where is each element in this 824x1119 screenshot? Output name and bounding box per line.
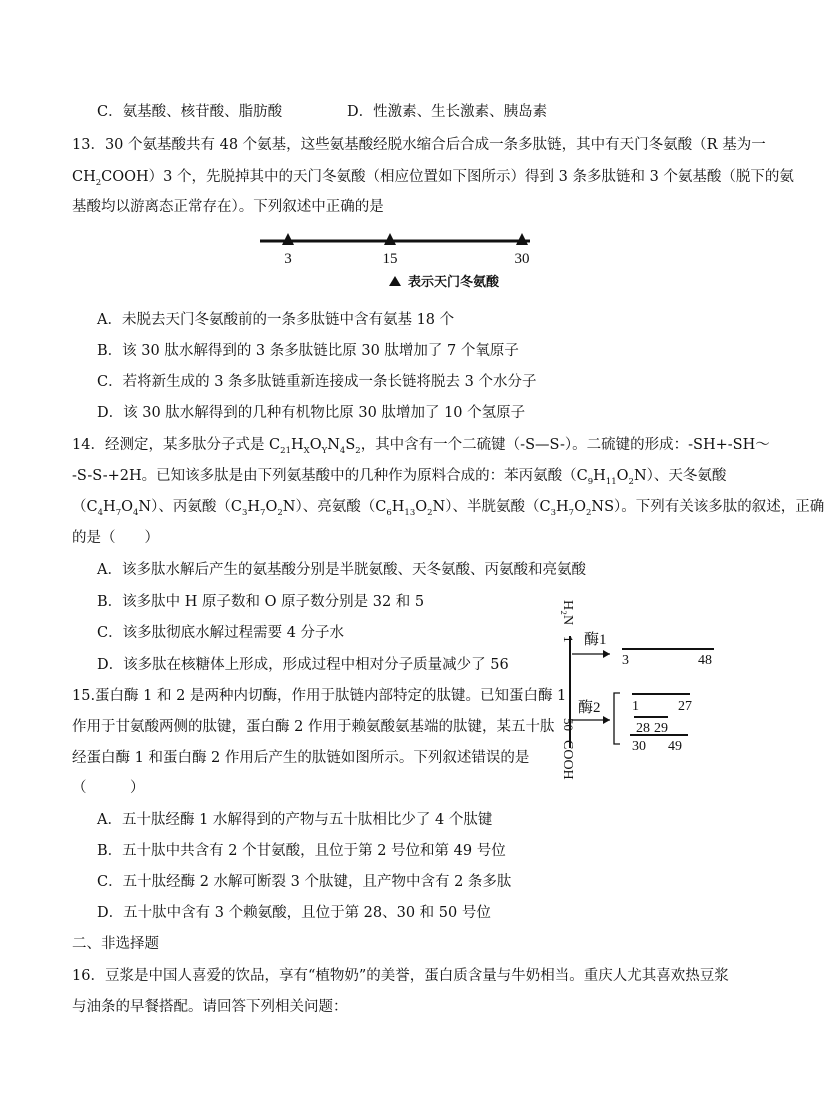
q15-stem-line4: （ ） (72, 780, 145, 796)
segment2-end: 29 (654, 721, 668, 736)
q15-option-c: C．五十肽经酶 2 水解可断裂 3 个肽键，且产物中含有 2 条多肽 (97, 874, 512, 890)
q12-option-c: C．氨基酸、核苷酸、脂肪酸 (97, 104, 283, 120)
legend-triangle-icon (389, 276, 401, 286)
segment3-start: 30 (632, 739, 646, 754)
q14-stem-line2: -S-S-+2H。已知该多肽是由下列氨基酸中的几种作为原料合成的：苯丙氨酸$(C_9H_{11}O_2N)$、天冬氨酸 (72, 468, 727, 487)
segment3-end: 49 (668, 739, 682, 754)
q15-option-a: A．五十肽经酶 1 水解得到的产物与五十肽相比少了 4 个肽键 (97, 812, 493, 828)
q14-stem-line4: 的是（ ） (72, 530, 159, 546)
position-label-15: 15 (382, 251, 398, 267)
enzyme2-arrow-head-icon (603, 716, 610, 724)
q13-option-c: C．若将新生成的 3 条多肽链重新连接成一条长链将脱去 3 个水分子 (97, 374, 537, 390)
enzyme1-label: 酶1 (584, 632, 607, 648)
q16-stem-line2: 与油条的早餐搭配。请回答下列相关问题： (72, 999, 348, 1015)
q14-option-c: C．该多肽彻底水解过程需要 4 分子水 (97, 625, 345, 641)
chain-start-label: 1 (561, 636, 576, 643)
q14-option-d: D．该多肽在核糖体上形成，形成过程中相对分子质量减少了 56 (97, 657, 509, 673)
segment1-end: 27 (678, 699, 692, 714)
figure-legend: 表示天门冬氨酸 (408, 274, 500, 289)
chain-end-label: 50 (561, 718, 576, 731)
q13-stem-line3: 基酸均以游离态正常存在）。下列叙述中正确的是 (72, 199, 384, 215)
position-label-30: 30 (514, 251, 530, 267)
q14-stem-line3: $(C_4H_7O_4N)$、丙氨酸$(C_3H_7O_2N)$、亮氨酸$(C_6H_{13}O_2N)$、半胱氨酸$(C_3H_7O_2NS)$。下列有关该多肽的叙述，正确 (72, 499, 824, 518)
asp-marker-3 (282, 233, 294, 245)
asp-marker-15 (384, 233, 396, 245)
enzyme1-product-end: 48 (698, 653, 712, 668)
q12-option-d: D．性激素、生长激素、胰岛素 (347, 104, 548, 120)
q15-option-d: D．五十肽中含有 3 个赖氨酸，且位于第 28、30 和 50 号位 (97, 905, 491, 921)
q15-stem-line2: 作用于甘氨酸两侧的肽键，蛋白酶 2 作用于赖氨酸氨基端的肽键，某五十肽 (72, 719, 555, 735)
c-terminus-label: COOH (560, 740, 575, 780)
enzyme1-arrow-head-icon (603, 650, 610, 658)
q16-stem-line1: 16．豆浆是中国人喜爱的饮品，享有“植物奶”的美誉，蛋白质含量与牛奶相当。重庆人尤其喜欢热豆浆 (72, 968, 729, 984)
q13-option-a: A．未脱去天门冬氨酸前的一条多肽链中含有氨基 18 个 (97, 312, 455, 328)
q13-option-b: B．该 30 肽水解得到的 3 条多肽链比原 30 肽增加了 7 个氧原子 (97, 343, 519, 359)
q13-stem-line2: $CH_2COOH)3$ 个，先脱掉其中的天门冬氨酸（相应位置如下图所示）得到 3 条多肽链和 3 个氨基酸（脱下的氨 (72, 169, 794, 188)
n-terminus-label: H₂N (560, 600, 575, 626)
section-heading: 二、非选择题 (72, 936, 159, 952)
enzyme2-label: 酶2 (578, 700, 601, 716)
q13-stem-line1: 13．30 个氨基酸共有 48 个氨基，这些氨基酸经脱水缩合后合成一条多肽链，其中有天门冬氨酸（R 基为一 (72, 137, 766, 153)
q15-stem-line1: 15.蛋白酶 1 和 2 是两种内切酶，作用于肽链内部特定的肽键。已知蛋白酶 1 (72, 688, 567, 704)
q14-stem-line1: 14．经测定，某多肽分子式是 $C_{21}H_XO_YN_4S_2$，其中含有一个二硫键（-S—S-）。二硫键的形成：-SH+-SH～ (72, 437, 770, 456)
q14-option-a: A．该多肽水解后产生的氨基酸分别是半胱氨酸、天冬氨酸、丙氨酸和亮氨酸 (97, 562, 586, 578)
enzyme1-product-start: 3 (622, 653, 629, 668)
q13-option-d: D．该 30 肽水解得到的几种有机物比原 30 肽增加了 10 个氢原子 (97, 405, 526, 421)
segment2-start: 28 (636, 721, 650, 736)
q14-option-b: B．该多肽中 H 原子数和 O 原子数分别是 32 和 5 (97, 594, 425, 610)
enzyme2-bracket (614, 693, 620, 744)
position-label-3: 3 (284, 251, 292, 267)
asp-marker-30 (516, 233, 528, 245)
q15-stem-line3: 经蛋白酶 1 和蛋白酶 2 作用后产生的肽链如图所示。下列叙述错误的是 (72, 750, 530, 766)
q15-option-b: B．五十肽中共含有 2 个甘氨酸，且位于第 2 号位和第 49 号位 (97, 843, 506, 859)
q13-peptide-figure (255, 228, 545, 298)
segment1-start: 1 (632, 699, 639, 714)
q15-enzyme-figure (548, 598, 728, 798)
